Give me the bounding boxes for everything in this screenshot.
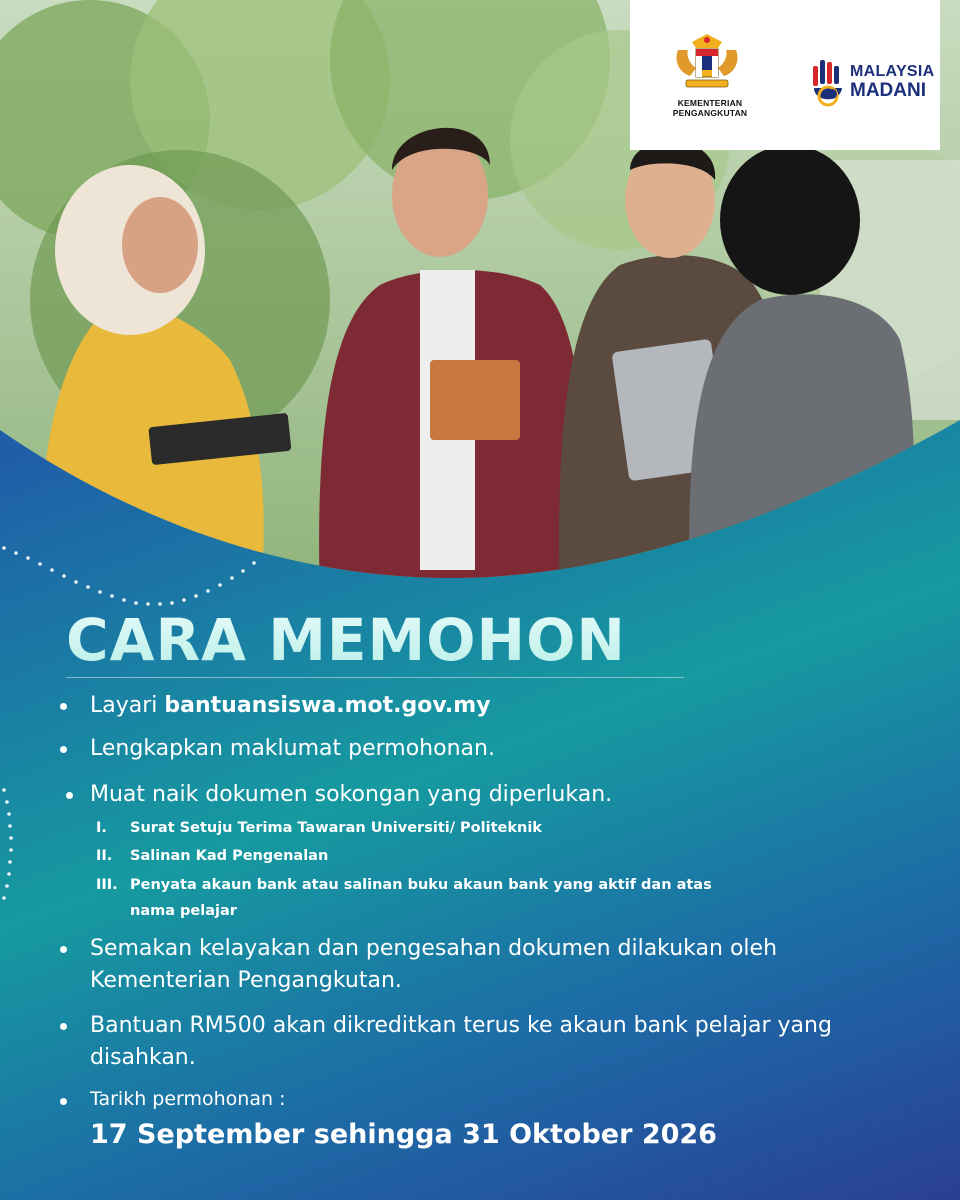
step-visit-prefix: Layari (90, 693, 165, 718)
step-text: Bantuan RM500 akan dikreditkan terus ke akaun bank pelajar yang disahkan. (90, 1013, 832, 1070)
doc-text: Surat Setuju Terima Tawaran Universiti/ Politeknik (130, 820, 542, 836)
doc-number: III. (96, 877, 118, 893)
madani-hand-icon (810, 58, 846, 108)
date-label: Tarikh permohonan : (90, 1088, 286, 1110)
page-title: CARA MEMOHON (66, 606, 626, 674)
step-text: Lengkapkan maklumat permohonan. (90, 736, 495, 761)
bullet-icon (60, 1098, 67, 1105)
doc-text: Salinan Kad Pengenalan (130, 848, 329, 864)
doc-text: Penyata akaun bank atau salinan buku akaun bank yang aktif dan atas nama pelajar (130, 877, 712, 919)
ministry-caption: KEMENTERIAN PENGANGKUTAN (672, 98, 748, 118)
bullet-icon (60, 703, 67, 710)
bullet-icon (60, 946, 67, 953)
madani-wordmark (850, 62, 935, 100)
bullet-icon (66, 792, 73, 799)
title-divider (66, 677, 684, 678)
website-link[interactable]: bantuansiswa.mot.gov.my (164, 693, 491, 718)
bullet-icon (60, 1023, 67, 1030)
step-text: Muat naik dokumen sokongan yang diperlukan. (90, 782, 613, 807)
madani-line2: MADANI (850, 80, 926, 101)
bullet-icon (60, 746, 67, 753)
logo-box (630, 0, 940, 150)
doc-number: II. (96, 848, 113, 864)
date-value: 17 September sehingga 31 Oktober 2026 (90, 1119, 717, 1150)
doc-number: I. (96, 820, 107, 836)
malaysia-coat-of-arms-icon (672, 32, 742, 94)
step-text: Semakan kelayakan dan pengesahan dokumen dilakukan oleh Kementerian Pengangkutan. (90, 936, 778, 993)
madani-line1: MALAYSIA (850, 63, 935, 80)
